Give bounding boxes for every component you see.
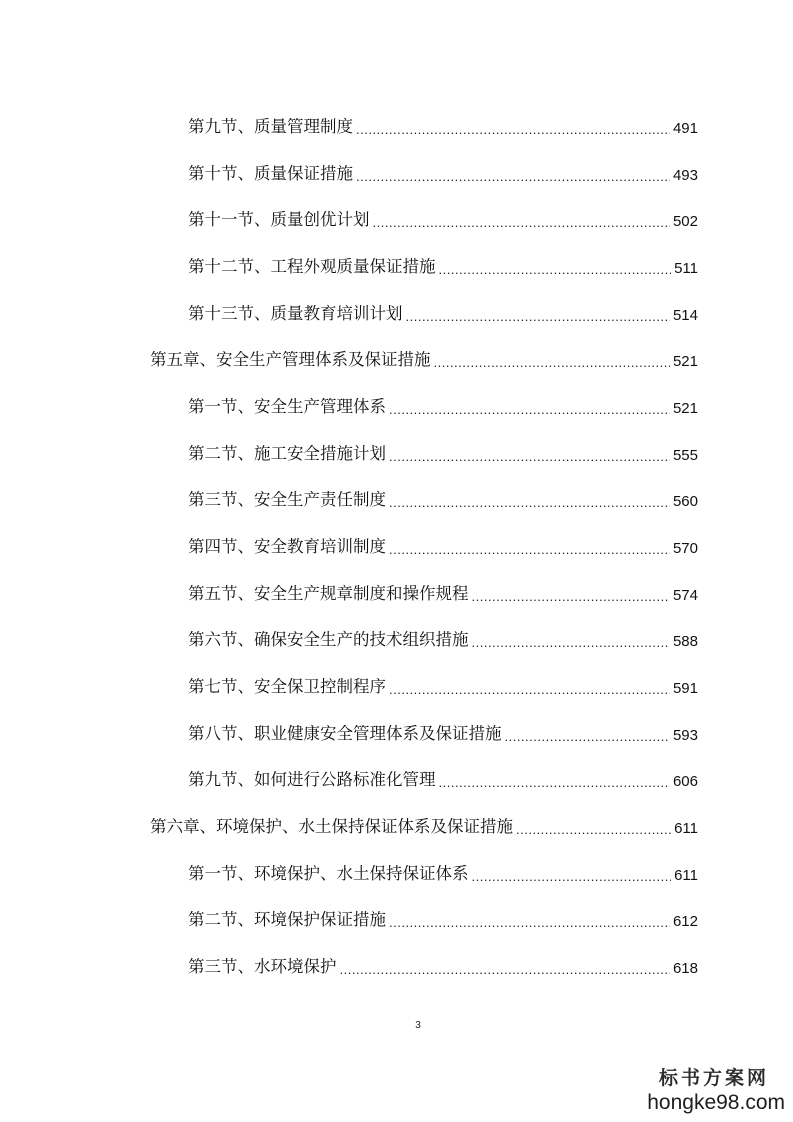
toc-entry-page: 560	[672, 493, 698, 510]
toc-entry-page: 618	[672, 960, 698, 977]
toc-entry[interactable]	[188, 720, 698, 748]
toc-entry[interactable]	[188, 393, 698, 421]
toc-entry[interactable]	[188, 580, 698, 608]
toc-entry-page: 591	[672, 680, 698, 697]
toc-entry-page: 511	[674, 260, 698, 277]
toc-entry-page: 574	[672, 587, 698, 604]
toc-entry-page: 570	[672, 540, 698, 557]
toc-entry[interactable]	[188, 253, 698, 281]
dot-leader	[356, 119, 670, 141]
toc-entry[interactable]	[188, 300, 698, 328]
toc-entry-title: 第十一节、质量创优计划	[188, 210, 370, 229]
toc-entry-title: 第二节、施工安全措施计划	[188, 444, 386, 463]
toc-entry[interactable]	[188, 626, 698, 654]
dot-leader	[434, 352, 670, 374]
toc-entry-page: 555	[672, 447, 698, 464]
toc-entry[interactable]	[188, 953, 698, 981]
dot-leader	[516, 819, 671, 841]
watermark-name: 标书方案网	[658, 1067, 769, 1089]
toc-entry[interactable]	[188, 860, 698, 888]
toc-entry-title: 第一节、环境保护、水土保持保证体系	[188, 864, 469, 883]
toc-entry[interactable]	[188, 906, 698, 934]
toc-entry[interactable]	[188, 206, 698, 234]
dot-leader	[340, 959, 670, 981]
toc-entry-title: 第三节、安全生产责任制度	[188, 490, 386, 509]
toc-entry[interactable]	[188, 673, 698, 701]
toc-entry-title: 第一节、安全生产管理体系	[188, 397, 386, 416]
toc-entry-page: 611	[674, 867, 698, 884]
dot-leader	[472, 866, 672, 888]
toc-entry-page: 611	[674, 820, 698, 837]
dot-leader	[406, 306, 670, 328]
dot-leader	[356, 166, 670, 188]
toc-chapter-entry[interactable]	[150, 813, 698, 841]
toc-entry-page: 588	[672, 633, 698, 650]
watermark-url: hongke98.com	[647, 1091, 785, 1114]
toc-entry[interactable]	[188, 533, 698, 561]
toc-entry-title: 第五章、安全生产管理体系及保证措施	[150, 350, 431, 369]
toc-entry-page: 606	[672, 773, 698, 790]
dot-leader	[389, 539, 670, 561]
toc-entry-title: 第七节、安全保卫控制程序	[188, 677, 386, 696]
toc-entry-page: 502	[672, 213, 698, 230]
toc-entry-title: 第十二节、工程外观质量保证措施	[188, 257, 436, 276]
dot-leader	[472, 632, 670, 654]
dot-leader	[439, 259, 672, 281]
toc-entry-page: 493	[672, 167, 698, 184]
toc-entry-title: 第十三节、质量教育培训计划	[188, 304, 403, 323]
dot-leader	[389, 492, 670, 514]
toc-entry-title: 第八节、职业健康安全管理体系及保证措施	[188, 724, 502, 743]
toc-entry-page: 514	[672, 307, 698, 324]
toc-entry-title: 第五节、安全生产规章制度和操作规程	[188, 584, 469, 603]
dot-leader	[389, 679, 670, 701]
toc-entry-page: 491	[672, 120, 698, 137]
dot-leader	[389, 446, 670, 468]
toc-entry[interactable]	[188, 160, 698, 188]
toc-entry-title: 第六章、环境保护、水土保持保证体系及保证措施	[150, 817, 513, 836]
dot-leader	[389, 912, 670, 934]
dot-leader	[373, 212, 670, 234]
toc-entry[interactable]	[188, 113, 698, 141]
toc-entry-title: 第二节、环境保护保证措施	[188, 910, 386, 929]
page-number: 3	[415, 1020, 421, 1031]
toc-entry-page: 521	[672, 353, 698, 370]
toc-entry-title: 第三节、水环境保护	[188, 957, 337, 976]
toc-entry-page: 612	[672, 913, 698, 930]
dot-leader	[439, 772, 670, 794]
toc-entry-page: 593	[672, 727, 698, 744]
toc-chapter-entry[interactable]	[150, 346, 698, 374]
toc-entry-title: 第九节、如何进行公路标准化管理	[188, 770, 436, 789]
toc-entry-title: 第十节、质量保证措施	[188, 164, 353, 183]
dot-leader	[389, 399, 670, 421]
toc-entry-title: 第四节、安全教育培训制度	[188, 537, 386, 556]
toc-entry[interactable]	[188, 766, 698, 794]
dot-leader	[505, 726, 670, 748]
toc-entry[interactable]	[188, 486, 698, 514]
toc-entry[interactable]	[188, 440, 698, 468]
watermark	[605, 1066, 785, 1116]
toc-entry-title: 第九节、质量管理制度	[188, 117, 353, 136]
toc-entry-title: 第六节、确保安全生产的技术组织措施	[188, 630, 469, 649]
dot-leader	[472, 586, 670, 608]
toc-entry-page: 521	[672, 400, 698, 417]
